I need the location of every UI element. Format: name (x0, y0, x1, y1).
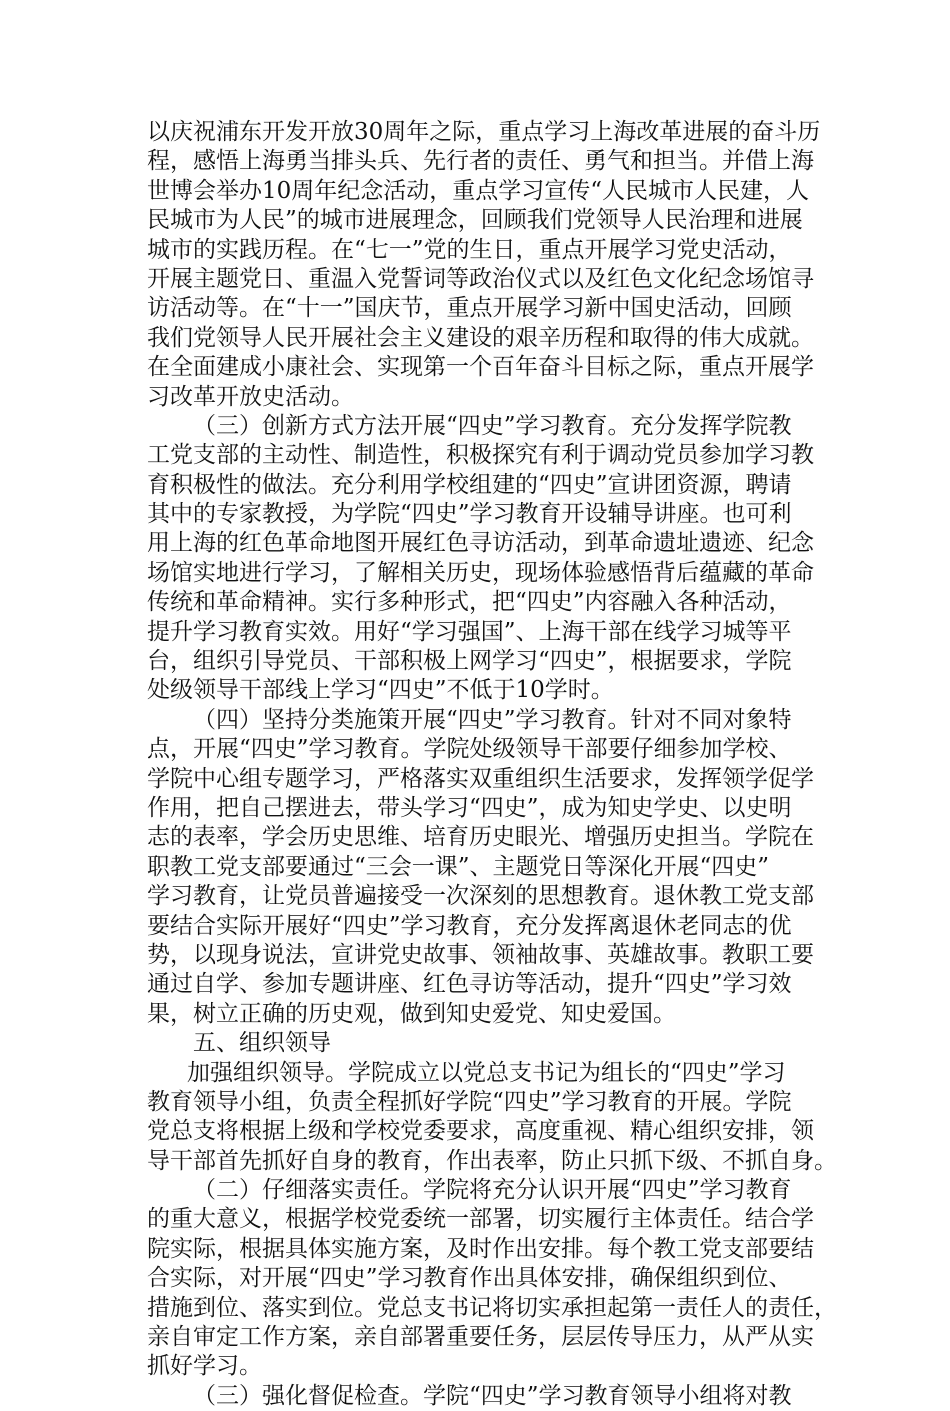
text-line: 措施到位、落实到位。党总支书记将切实承担起第一责任人的责任， (147, 1294, 837, 1321)
text-line: （三）强化督促检查。学院“四史”学习教育领导小组将对教 (193, 1382, 792, 1409)
text-line: 我们党领导人民开展社会主义建设的艰辛历程和取得的伟大成就。 (147, 324, 814, 351)
text-line: （二）仔细落实责任。学院将充分认识开展“四史”学习教育 (193, 1177, 792, 1204)
text-line: 抓好学习。 (147, 1353, 262, 1380)
text-line: 作用，把自己摆进去，带头学习“四史”，成为知史学史、以史明 (147, 794, 792, 821)
text-line: 访活动等。在“十一”国庆节，重点开展学习新中国史活动，回顾 (147, 295, 792, 322)
text-line: 通过自学、参加专题讲座、红色寻访等活动，提升“四史”学习效 (147, 971, 792, 998)
text-line: 民城市为人民”的城市进展理念，回顾我们党领导人民治理和进展 (147, 207, 803, 234)
text-line: 要结合实际开展好“四史”学习教育，充分发挥离退休老同志的优 (147, 912, 792, 939)
text-line: 习改革开放史活动。 (147, 383, 354, 410)
text-line: 加强组织领导。学院成立以党总支书记为组长的“四史”学习 (187, 1059, 786, 1086)
text-line: 育积极性的做法。充分利用学校组建的“四史”宣讲团资源，聘请 (147, 471, 792, 498)
text-line: 点，开展“四史”学习教育。学院处级领导干部要仔细参加学校、 (147, 736, 792, 763)
text-line: 势，以现身说法，宣讲党史故事、领袖故事、英雄故事。教职工要 (147, 941, 814, 968)
text-line: 台，组织引导党员、干部积极上网学习“四史”，根据要求，学院 (147, 648, 792, 675)
text-line: 开展主题党日、重温入党誓词等政治仪式以及红色文化纪念场馆寻 (147, 265, 814, 292)
text-line: 果，树立正确的历史观，做到知史爱党、知史爱国。 (147, 1000, 676, 1027)
text-line: 合实际，对开展“四史”学习教育作出具体安排，确保组织到位、 (147, 1265, 792, 1292)
text-line: 的重大意义，根据学校党委统一部署，切实履行主体责任。结合学 (147, 1206, 814, 1233)
text-line: 场馆实地进行学习，了解相关历史，现场体验感悟背后蕴藏的革命 (147, 559, 814, 586)
text-line: 学院中心组专题学习，严格落实双重组织生活要求，发挥领学促学 (147, 765, 814, 792)
text-line: 程，感悟上海勇当排头兵、先行者的责任、勇气和担当。并借上海 (147, 148, 814, 175)
text-line: 五、组织领导 (193, 1030, 331, 1057)
text-line: 其中的专家教授，为学院“四史”学习教育开设辅导讲座。也可利 (147, 501, 792, 528)
text-line: 院实际，根据具体实施方案，及时作出安排。每个教工党支部要结 (147, 1235, 814, 1262)
text-line: 以庆祝浦东开发开放30周年之际，重点学习上海改革进展的奋斗历 (147, 119, 821, 145)
text-line: 城市的实践历程。在“七一”党的生日，重点开展学习党史活动， (147, 236, 792, 263)
text-line: 教育领导小组，负责全程抓好学院“四史”学习教育的开展。学院 (147, 1088, 792, 1115)
text-line: 职教工党支部要通过“三会一课”、主题党日等深化开展“四史” (147, 853, 770, 880)
text-line: 亲自审定工作方案，亲自部署重要任务，层层传导压力，从严从实 (147, 1324, 814, 1351)
text-line: 用上海的红色革命地图开展红色寻访活动，到革命遗址遗迹、纪念 (147, 530, 814, 557)
text-line: 在全面建成小康社会、实现第一个百年奋斗目标之际，重点开展学 (147, 354, 814, 381)
text-line: （三）创新方式方法开展“四史”学习教育。充分发挥学院教 (193, 412, 792, 439)
text-line: （四）坚持分类施策开展“四史”学习教育。针对不同对象特 (193, 706, 792, 733)
text-line: 导干部首先抓好自身的教育，作出表率，防止只抓下级、不抓自身。 (147, 1147, 837, 1174)
text-line: 提升学习教育实效。用好“学习强国”、上海干部在线学习城等平 (147, 618, 792, 645)
text-line: 志的表率，学会历史思维、培育历史眼光、增强历史担当。学院在 (147, 824, 814, 851)
text-line: 处级领导干部线上学习“四史”不低于10学时。 (147, 677, 614, 704)
text-line: 世博会举办10周年纪念活动，重点学习宣传“人民城市人民建，人 (147, 177, 810, 204)
document-body (147, 118, 837, 1411)
text-line: 工党支部的主动性、制造性，积极探究有利于调动党员参加学习教 (147, 442, 814, 469)
text-line: 学习教育，让党员普遍接受一次深刻的思想教育。退休教工党支部 (147, 883, 814, 910)
text-line: 传统和革命精神。实行多种形式，把“四史”内容融入各种活动， (147, 589, 792, 616)
text-line: 党总支将根据上级和学校党委要求，高度重视、精心组织安排，领 (147, 1118, 814, 1145)
